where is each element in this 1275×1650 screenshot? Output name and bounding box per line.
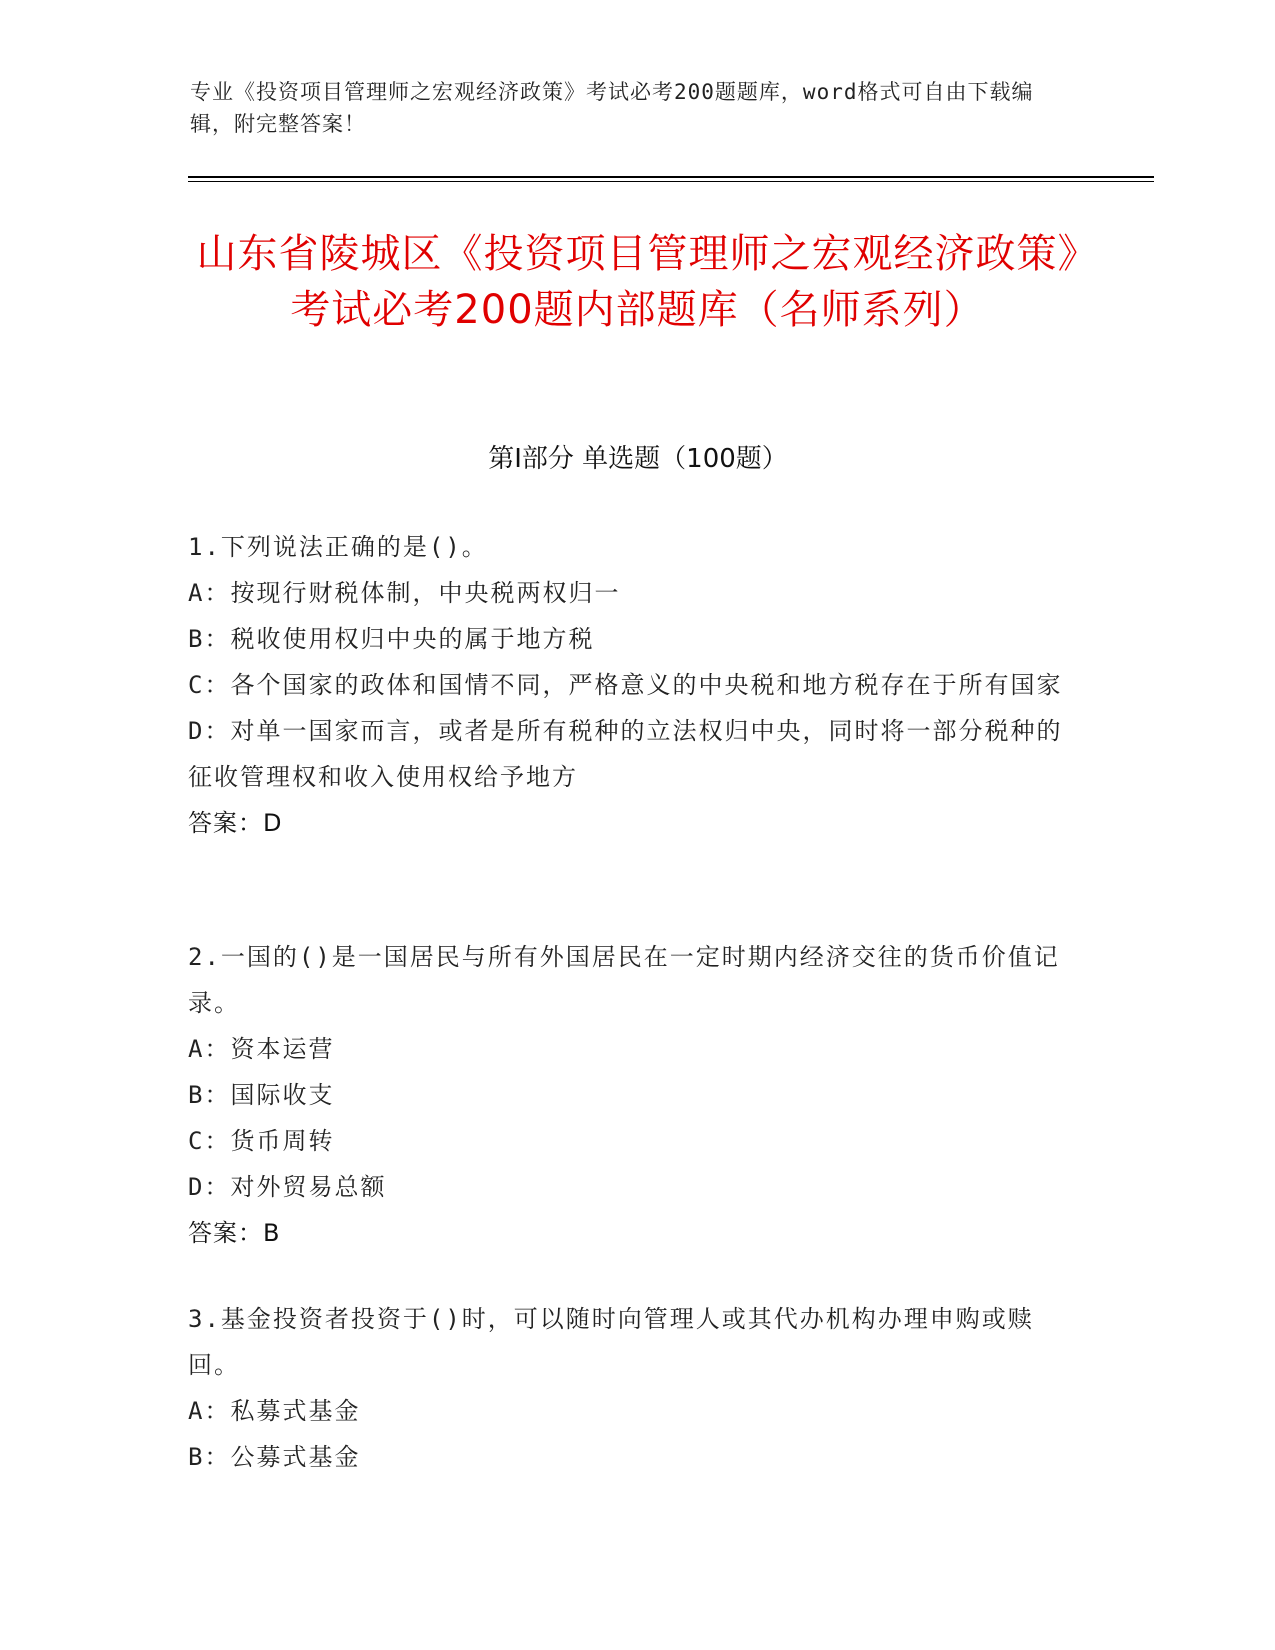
header-divider — [188, 176, 1154, 182]
question-1-option-b: B：税收使用权归中央的属于地方税 — [188, 625, 595, 653]
question-2-option-a: A：资本运营 — [188, 1035, 335, 1063]
question-1-stem: 1.下列说法正确的是()。 — [188, 533, 488, 561]
question-2 — [188, 934, 1068, 1256]
question-3-option-a: A：私募式基金 — [188, 1397, 361, 1425]
question-2-option-c: C：货币周转 — [188, 1127, 335, 1155]
question-1-option-a: A：按现行财税体制，中央税两权归一 — [188, 579, 621, 607]
question-1-option-d: D：对单一国家而言，或者是所有税种的立法权归中央，同时将一部分税种的征收管理权和收入使用权给予地方 — [188, 717, 1063, 791]
question-3-stem: 3.基金投资者投资于()时，可以随时向管理人或其代办机构办理申购或赎回。 — [188, 1305, 1034, 1379]
question-1-answer: 答案：D — [188, 809, 283, 837]
section-title: 第Ⅰ部分 单选题（100题） — [488, 444, 788, 474]
document-title: 山东省陵城区《投资项目管理师之宏观经济政策》考试必考200题内部题库（名师系列） — [196, 231, 1079, 333]
question-3-option-b: B：公募式基金 — [188, 1443, 361, 1471]
question-3 — [188, 1296, 1068, 1480]
question-2-answer: 答案：B — [188, 1219, 281, 1247]
question-2-option-d: D：对外贸易总额 — [188, 1173, 387, 1201]
question-2-option-b: B：国际收支 — [188, 1081, 335, 1109]
question-2-stem: 2.一国的()是一国居民与所有外国居民在一定时期内经济交往的货币价值记录。 — [188, 943, 1060, 1017]
question-1-option-c: C：各个国家的政体和国情不同，严格意义的中央税和地方税存在于所有国家 — [188, 671, 1063, 699]
question-1 — [188, 524, 1068, 846]
header-note: 专业《投资项目管理师之宏观经济政策》考试必考200题题库，word格式可自由下载编辑，附完整答案！ — [190, 80, 1034, 136]
